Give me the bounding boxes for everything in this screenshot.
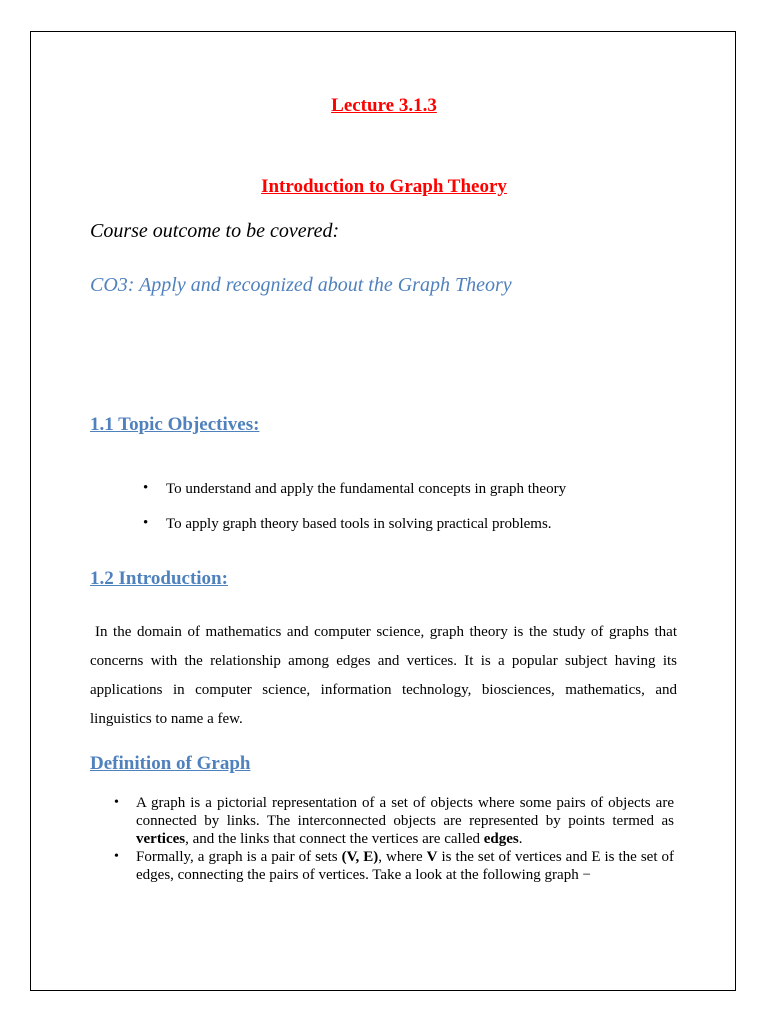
- v-term: V: [426, 849, 438, 865]
- definition-text: Formally, a graph is a pair of sets: [136, 849, 342, 865]
- bullet-icon: •: [143, 480, 149, 496]
- definition-text: , and the links that connect the vertices are called: [185, 831, 484, 847]
- section-1-2-heading: 1.2 Introduction:: [90, 568, 228, 589]
- objective-text: To understand and apply the fundamental concepts in graph theory: [166, 481, 567, 497]
- definition-text: is the set of vertices and E is the set of edges, connecting the pairs of vertices. Take a look at the following graph −: [136, 849, 674, 883]
- list-item: [114, 848, 674, 884]
- bullet-icon: •: [114, 849, 119, 864]
- bullet-icon: •: [114, 795, 119, 810]
- list-item: [143, 480, 726, 516]
- co3-statement: CO3: Apply and recognized about the Graph Theory: [90, 274, 512, 296]
- course-outcome-label: Course outcome to be covered:: [90, 220, 340, 242]
- ve-pair-term: (V, E): [341, 849, 379, 865]
- definition-heading: Definition of Graph: [90, 753, 251, 774]
- lecture-title: Lecture 3.1.3: [331, 95, 437, 116]
- introduction-paragraph: In the domain of mathematics and computer science, graph theory is the study of graphs that concerns with the relationship among edges and vertices. It is a popular subject having its applications in computer science, information technology, biosciences, mathematics, and linguistics to name a few.: [90, 624, 677, 727]
- definition-text: .: [518, 831, 523, 847]
- definition-text: , where: [378, 849, 427, 865]
- edges-term: edges: [483, 831, 519, 847]
- definition-list: [114, 794, 674, 884]
- list-item: [143, 515, 726, 551]
- topic-objectives-list: [143, 480, 726, 551]
- list-item: [114, 794, 674, 848]
- vertices-term: vertices: [136, 831, 186, 847]
- main-title: Introduction to Graph Theory: [261, 176, 507, 197]
- bullet-icon: •: [143, 515, 149, 531]
- definition-text: A graph is a pictorial representation of a set of objects where some pairs of objects are connected by links. The interconnected objects are represented by points termed as: [136, 795, 674, 829]
- objective-text: To apply graph theory based tools in solving practical problems.: [166, 516, 552, 532]
- section-1-1-heading: 1.1 Topic Objectives:: [90, 414, 260, 435]
